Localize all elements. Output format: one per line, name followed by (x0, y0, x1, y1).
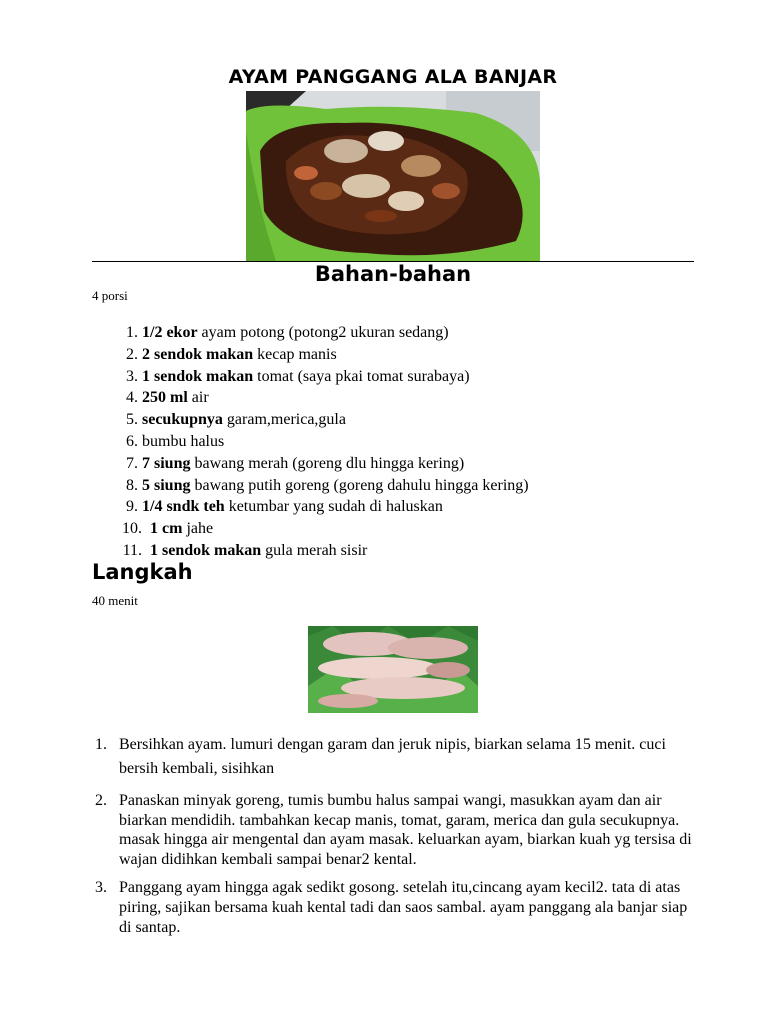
recipe-title: AYAM PANGGANG ALA BANJAR (228, 66, 558, 88)
list-item: 1. 1/2 ekor ayam potong (potong2 ukuran sedang) (126, 324, 449, 341)
list-item: 9. 1/4 sndk teh ketumbar yang sudah di haluskan (126, 498, 443, 516)
list-item: 3. 1 sendok makan tomat (saya pkai tomat surabaya) (126, 367, 470, 385)
ingredients-heading: Bahan-bahan (314, 262, 472, 286)
raw-chicken-photo (308, 626, 478, 713)
list-item: 3. Panggang ayam hingga agak sedikt gosong. setelah itu,cincang ayam kecil2. tata di atas piring, sajikan bersama kuah kental tadi dan saos sambal. ayam panggang ala banjar siap di santap. (95, 879, 688, 936)
list-item: 6. bumbu halus (126, 432, 225, 450)
step-photo (308, 626, 478, 713)
servings-text: 4 porsi (92, 288, 128, 303)
dish-photo (246, 91, 540, 261)
list-item: 11. 1 sendok makan gula merah sisir (122, 541, 368, 559)
list-item: 2. Panaskan minyak goreng, tumis bumbu halus sampai wangi, masukkan ayam dan air biarkan mendidih. tambahkan kecap manis, tomat, garam, merica dan gula secukupnya. masak hingga air mengental dan ayam masak. keluarkan ayam, biarkan kuah yg tersisa di wajan didihkan kembali sampai benar2 kental. (95, 792, 692, 868)
list-item: 4. 250 ml air (126, 389, 209, 407)
steps-list (92, 733, 702, 937)
list-item: 1. Bersihkan ayam. lumuri dengan garam dan jeruk nipis, biarkan selama 15 menit. cuci bersih kembali, sisihkan (95, 736, 666, 777)
roasted-chicken-photo (246, 91, 540, 261)
list-item: 10. 1 cm jahe (122, 520, 214, 538)
list-item: 8. 5 siung bawang putih goreng (goreng dahulu hingga kering) (126, 476, 529, 494)
duration-text: 40 menit (92, 593, 138, 608)
list-item: 5. secukupnya garam,merica,gula (126, 411, 346, 429)
ingredients-list (92, 322, 692, 562)
list-item: 2. 2 sendok makan kecap manis (126, 345, 337, 363)
steps-heading: Langkah (92, 560, 193, 584)
list-item: 7. 7 siung bawang merah (goreng dlu hingga kering) (126, 454, 465, 472)
